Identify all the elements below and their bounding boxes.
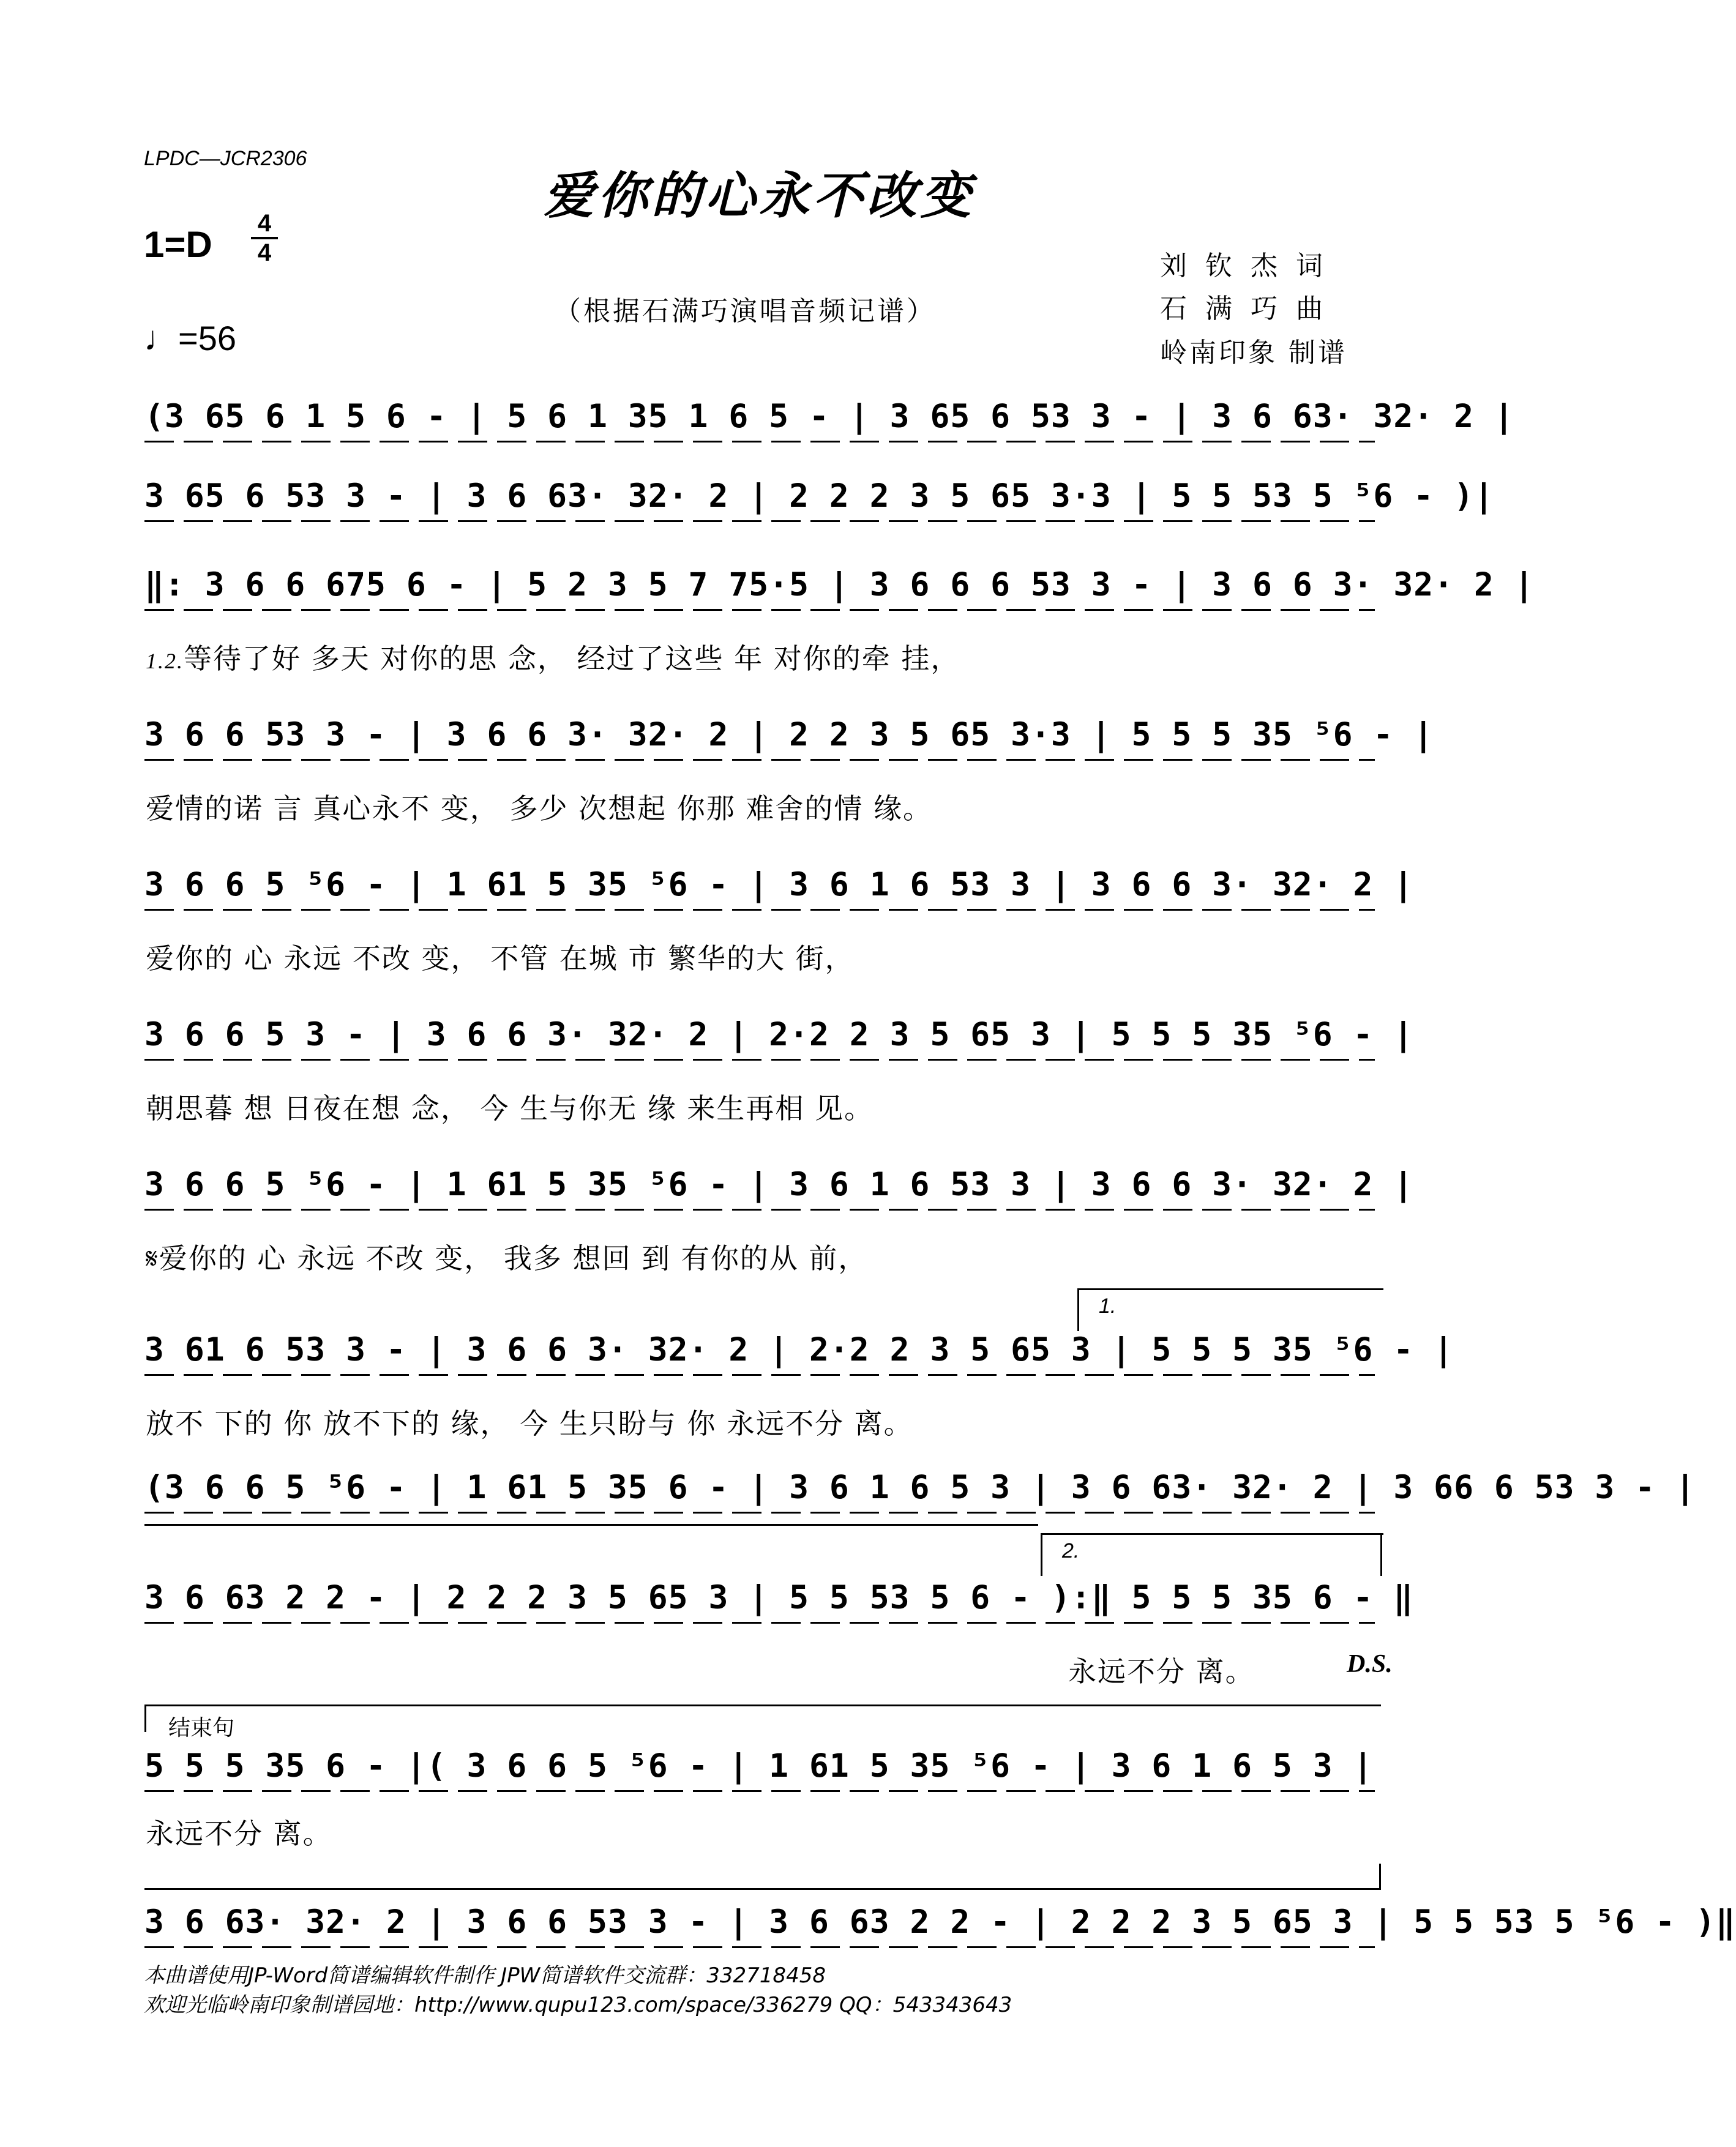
score-row-3: ‖: 3 6 6 675 6 - | 5 2 3 5 7 75·5 | 3 6 6 6 53 3 - | 3 6 6 3· 32· 2 | [144, 566, 1535, 603]
lyric-row-4: 爱情的诺 言 真心永不 变， 多少 次想起 你那 难舍的情 缘。 [146, 792, 932, 825]
footer-line-1: 本曲谱使用JP-Word简谱编辑软件制作 JPW简谱软件交流群：332718458 [144, 1963, 826, 1988]
score-row-11: 5 5 5 35 6 - |( 3 6 6 5 ⁵6 - | 1 61 5 35 ⁵6 - | 3 6 1 6 5 3 | [144, 1747, 1374, 1785]
lyric-text: 爱你的 心 永远 不改 变， 我多 想回 到 有你的从 前， [159, 1242, 868, 1275]
footer-line-2: 欢迎光临岭南印象制谱园地：http://www.qupu123.com/space/336279 QQ：543343643 [144, 1993, 1012, 2017]
meter-bottom: 4 [257, 239, 272, 266]
key-signature: 1=D [144, 224, 212, 265]
score-row-12: 3 6 63· 32· 2 | 3 6 6 53 3 - | 3 6 63 2 2 - | 2 2 2 3 5 65 3 | 5 5 53 5 ⁵6 - )‖ [144, 1903, 1736, 1941]
lyric-row-5: 爱你的 心 永远 不改 变， 不管 在城 市 繁华的大 街， [146, 942, 855, 975]
score-row-9: (3 6 6 5 ⁵6 - | 1 61 5 35 6 - | 3 6 1 6 5 3 | 3 6 63· 32· 2 | 3 66 6 53 3 - | [144, 1469, 1696, 1506]
score-row-7: 3 6 6 5 ⁵6 - | 1 61 5 35 ⁵6 - | 3 6 1 6 53 3 | 3 6 6 3· 32· 2 | [144, 1166, 1414, 1203]
lyricist-credit: 刘 钦 杰 词 [1160, 250, 1328, 282]
meter-top: 4 [257, 210, 272, 237]
lyric-row-8: 放不 下的 你 放不下的 缘， 今 生只盼与 你 永远不分 离。 [146, 1407, 913, 1440]
ending-section-label: 结束句 [168, 1716, 235, 1741]
verse-number: 1.2. [146, 649, 184, 673]
score-row-10: 3 6 63 2 2 - | 2 2 2 3 5 65 3 | 5 5 53 5 6 - ):‖ 5 5 5 35 6 - ‖ [144, 1579, 1414, 1616]
score-code: LPDC—JCR2306 [144, 147, 307, 170]
score-row-1: (3 65 6 1 5 6 - | 5 6 1 35 1 6 5 - | 3 65 6 53 3 - | 3 6 63· 32· 2 | [144, 398, 1514, 435]
score-row-4: 3 6 6 53 3 - | 3 6 6 3· 32· 2 | 2 2 3 5 65 3·3 | 5 5 5 35 ⁵6 - | [144, 716, 1434, 753]
tempo-marking: ♩=56 [144, 319, 236, 357]
lyric-row-10: 永远不分 离。 [1068, 1655, 1255, 1688]
lyric-row-3 [146, 637, 1382, 677]
subtitle: （根据石满巧演唱音频记谱） [554, 296, 936, 327]
score-row-5: 3 6 6 5 ⁵6 - | 1 61 5 35 ⁵6 - | 3 6 1 6 53 3 | 3 6 6 3· 32· 2 | [144, 866, 1414, 903]
score-row-2: 3 65 6 53 3 - | 3 6 63· 32· 2 | 2 2 2 3 5 65 3·3 | 5 5 53 5 ⁵6 - )| [144, 477, 1494, 515]
lyric-row-7 [146, 1236, 1382, 1277]
ds-marking: D.S. [1347, 1650, 1393, 1678]
volta-1-label: 1. [1099, 1294, 1117, 1318]
lyric-row-6: 朝思暮 想 日夜在想 念， 今 生与你无 缘 来生再相 见。 [146, 1092, 874, 1125]
time-signature [251, 211, 278, 265]
lyric-text: 等待了好 多天 对你的思 念， 经过了这些 年 对你的牵 挂， [184, 642, 960, 675]
song-title: 爱你的心永不改变 [544, 166, 975, 225]
segno-sign: 𝄋 [146, 1242, 159, 1275]
score-row-6: 3 6 6 5 3 - | 3 6 6 3· 32· 2 | 2·2 2 3 5 65 3 | 5 5 5 35 ⁵6 - | [144, 1016, 1414, 1053]
arranger-credit: 岭南印象 制谱 [1160, 337, 1347, 368]
composer-credit: 石 满 巧 曲 [1160, 293, 1328, 324]
score-row-8: 3 61 6 53 3 - | 3 6 6 3· 32· 2 | 2·2 2 3 5 65 3 | 5 5 5 35 ⁵6 - | [144, 1331, 1454, 1368]
volta-2-label: 2. [1062, 1539, 1080, 1563]
lyric-row-11: 永远不分 离。 [146, 1817, 332, 1850]
